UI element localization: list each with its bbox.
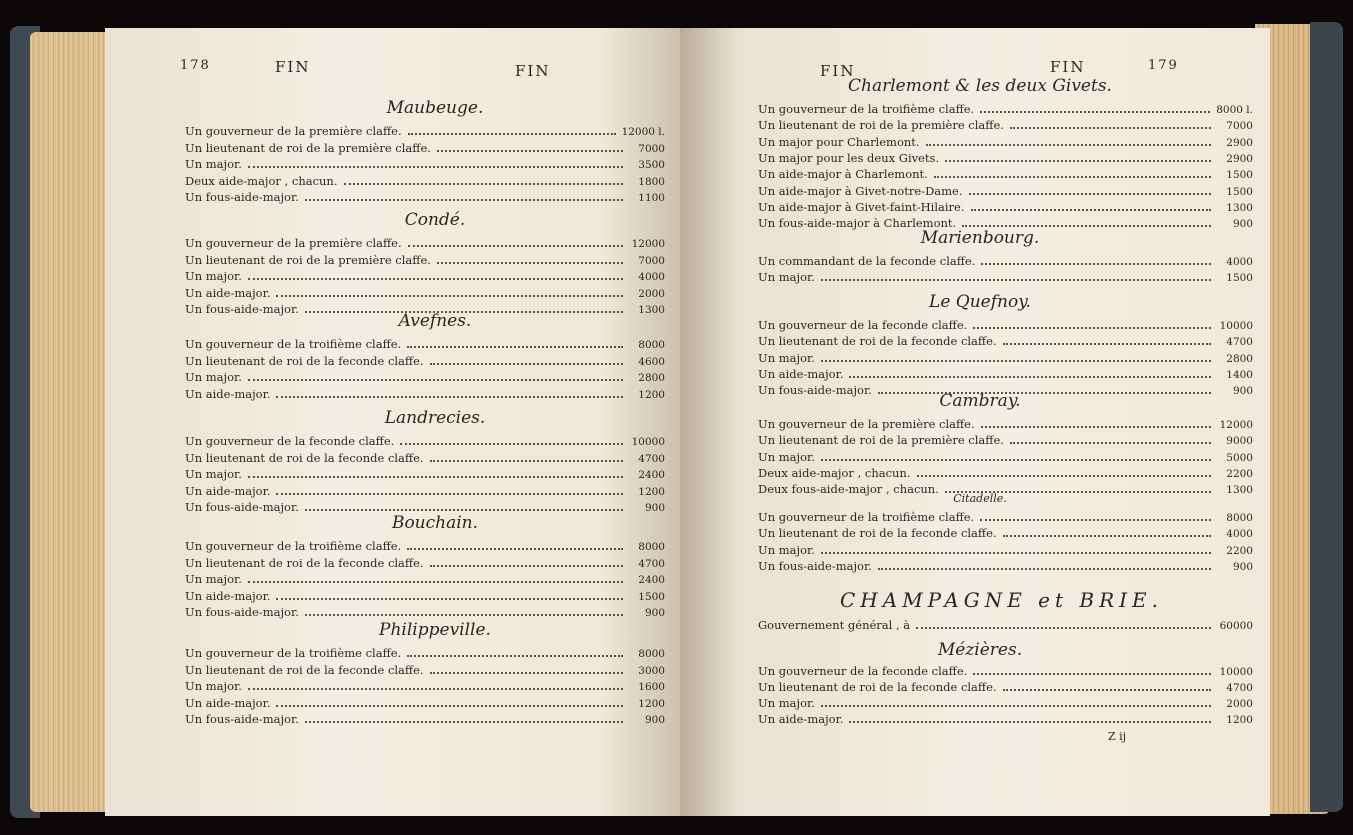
table-row	[758, 102, 1253, 116]
table-row	[185, 712, 665, 726]
dot-leader	[981, 426, 1211, 428]
dot-leader	[276, 493, 623, 495]
row-label: Un aide-major.	[185, 386, 271, 401]
table-row	[185, 467, 665, 481]
table-row	[758, 559, 1253, 573]
row-label: Gouvernement général , à	[758, 618, 911, 632]
table-row	[758, 167, 1253, 181]
section-heading: Condé.	[404, 210, 466, 230]
left-page-edges	[30, 32, 110, 812]
row-label: Un gouverneur de la première claffe.	[185, 124, 402, 138]
dot-leader	[305, 721, 623, 723]
section-heading: Charlemont & les deux Givets.	[848, 76, 1112, 96]
row-amount: 4000	[1226, 256, 1253, 268]
table-row	[185, 269, 665, 283]
row-label: Un major.	[758, 449, 815, 464]
table-row	[758, 664, 1253, 678]
dot-leader	[276, 705, 623, 707]
table-row	[758, 151, 1253, 165]
table-row	[758, 184, 1253, 198]
row-label: Un lieutenant de roi de la feconde claffe.	[185, 555, 424, 570]
table-row	[758, 433, 1253, 447]
dot-leader	[821, 360, 1211, 362]
table-row	[185, 434, 665, 448]
row-label: Un major.	[758, 542, 815, 557]
dot-leader	[305, 199, 623, 201]
section-heading: Marienbourg.	[920, 228, 1040, 248]
running-head-left: FIN	[275, 58, 311, 76]
dot-leader	[973, 673, 1211, 675]
row-label: Un gouverneur de la troifième claffe.	[758, 102, 975, 116]
row-label: Un aide-major à Givet-faint-Hilaire.	[758, 199, 965, 214]
row-label: Un aide-major.	[185, 483, 271, 498]
dot-leader	[980, 519, 1211, 521]
row-label: Un fous-aide-major.	[185, 500, 299, 514]
dot-leader	[821, 552, 1211, 554]
row-amount: 2200	[1226, 544, 1253, 557]
dot-leader	[945, 160, 1211, 162]
dot-leader	[878, 568, 1211, 570]
dot-leader	[821, 459, 1211, 461]
table-row	[185, 253, 665, 267]
row-label: Un lieutenant de roi de la feconde claffe.	[758, 526, 997, 541]
table-row	[185, 696, 665, 710]
dot-leader	[407, 346, 623, 348]
row-label: Un gouverneur de la feconde claffe.	[758, 318, 968, 332]
row-amount: 900	[1232, 385, 1253, 398]
row-label: Deux aide-major , chacun.	[758, 465, 911, 480]
dot-leader	[926, 144, 1211, 146]
table-row	[185, 370, 665, 384]
dot-leader	[407, 655, 623, 657]
row-label: Un gouverneur de la feconde claffe.	[185, 434, 395, 448]
running-head-left: FIN	[820, 62, 856, 80]
row-amount: 1500	[1226, 169, 1253, 182]
dot-leader	[407, 548, 623, 550]
row-amount: 2800	[1226, 352, 1253, 365]
table-row	[185, 354, 665, 368]
row-label: Un major.	[185, 679, 242, 693]
row-label: Un lieutenant de roi de la première claffe.	[185, 252, 431, 267]
dot-leader	[917, 475, 1212, 477]
table-row	[758, 618, 1253, 632]
row-label: Un fous-aide-major.	[185, 302, 299, 316]
table-row	[185, 539, 665, 553]
row-amount: 4700	[1226, 336, 1253, 349]
row-label: Un major.	[758, 350, 815, 365]
row-label: Un aide-major.	[758, 712, 844, 726]
dot-leader	[248, 166, 623, 168]
table-row	[758, 334, 1253, 348]
row-amount: 60000	[1219, 620, 1253, 632]
section-heading: Bouchain.	[391, 513, 479, 533]
row-label: Un commandant de la feconde claffe.	[758, 254, 976, 268]
table-row	[758, 526, 1253, 540]
row-label: Un major.	[185, 269, 242, 283]
row-amount: 9000	[1226, 435, 1253, 448]
dot-leader	[916, 627, 1211, 629]
section-heading: Maubeuge.	[386, 98, 484, 118]
left-page	[105, 28, 690, 816]
row-label: Un gouverneur de la troifième claffe.	[758, 510, 975, 524]
table-row	[758, 351, 1253, 365]
row-amount: 12000 l.	[621, 126, 665, 138]
table-row	[185, 589, 665, 603]
running-head-right: FIN	[515, 62, 551, 80]
table-row	[185, 572, 665, 586]
dot-leader	[934, 176, 1211, 178]
table-row	[758, 254, 1253, 268]
signature-mark: Z ij	[1108, 730, 1127, 743]
dot-leader	[430, 565, 623, 567]
dot-leader	[305, 614, 623, 616]
dot-leader	[821, 279, 1211, 281]
section-heading: Mézières.	[937, 640, 1023, 660]
dot-leader	[849, 376, 1211, 378]
table-row	[185, 484, 665, 498]
row-amount: 1300	[1226, 484, 1253, 497]
row-amount: 3500	[638, 159, 665, 171]
table-row	[185, 646, 665, 660]
row-label: Un major.	[185, 572, 242, 586]
row-label: Un lieutenant de roi de la première claffe.	[185, 140, 431, 155]
table-row	[185, 337, 665, 351]
table-row	[758, 367, 1253, 381]
dot-leader	[430, 672, 623, 674]
row-amount: 2400	[638, 574, 665, 586]
row-label: Un major pour Charlemont.	[758, 134, 920, 149]
table-row	[185, 387, 665, 401]
row-label: Un aide-major à Charlemont.	[758, 167, 928, 182]
dot-leader	[276, 295, 623, 297]
row-label: Un gouverneur de la première claffe.	[185, 236, 402, 250]
province-title: CHAMPAGNE et BRIE.	[840, 588, 1164, 612]
row-amount: 900	[644, 607, 665, 619]
row-label: Un aide-major à Givet-notre-Dame.	[758, 183, 963, 198]
row-label: Un major.	[758, 270, 815, 285]
table-row	[185, 141, 665, 155]
row-amount: 2800	[638, 372, 665, 384]
row-amount: 7000	[638, 142, 665, 155]
table-row	[758, 270, 1253, 284]
dot-leader	[408, 133, 616, 135]
dot-leader	[980, 111, 1210, 113]
row-label: Un lieutenant de roi de la feconde claffe.	[185, 662, 424, 677]
row-amount: 1200	[638, 485, 665, 498]
dot-leader	[1003, 535, 1211, 537]
row-amount: 900	[1232, 218, 1253, 231]
row-amount: 1400	[1226, 368, 1253, 381]
table-row	[185, 451, 665, 465]
row-label: Un major pour les deux Givets.	[758, 150, 940, 165]
dot-leader	[1010, 127, 1211, 129]
page-number: 179	[1148, 58, 1179, 73]
row-label: Un major.	[185, 370, 242, 384]
dot-leader	[248, 379, 623, 381]
section-heading: Le Quefnoy.	[929, 292, 1031, 312]
row-amount: 1200	[1226, 714, 1253, 726]
dot-leader	[248, 278, 623, 280]
dot-leader	[248, 476, 623, 478]
row-label: Un fous-aide-major.	[758, 558, 872, 573]
row-label: Un major.	[758, 696, 815, 710]
row-amount: 2000	[638, 287, 665, 300]
row-label: Un fous-aide-major.	[185, 190, 299, 204]
row-amount: 1200	[638, 388, 665, 401]
row-amount: 2400	[638, 469, 665, 481]
row-amount: 900	[644, 502, 665, 514]
table-row	[185, 174, 665, 188]
row-amount: 2000	[1226, 698, 1253, 710]
section-heading: Citadelle.	[953, 492, 1007, 505]
dot-leader	[1010, 442, 1211, 444]
table-row	[758, 466, 1253, 480]
row-amount: 4700	[638, 452, 665, 465]
row-amount: 7000	[1226, 120, 1253, 133]
row-label: Un lieutenant de roi de la feconde claffe.	[758, 680, 997, 694]
row-amount: 900	[1232, 560, 1253, 573]
row-amount: 1200	[638, 697, 665, 710]
row-label: Un aide-major.	[185, 588, 271, 603]
row-amount: 8000	[638, 541, 665, 553]
dot-leader	[962, 225, 1211, 227]
section-heading: Cambray.	[939, 391, 1021, 411]
table-row	[758, 118, 1253, 132]
dot-leader	[344, 183, 624, 185]
dot-leader	[981, 263, 1211, 265]
table-row	[185, 236, 665, 250]
row-amount: 2900	[1226, 136, 1253, 149]
row-amount: 4700	[638, 557, 665, 570]
row-amount: 4700	[1226, 682, 1253, 694]
table-row	[758, 200, 1253, 214]
dot-leader	[971, 209, 1211, 211]
table-row	[185, 190, 665, 204]
row-amount: 2200	[1226, 467, 1253, 480]
row-amount: 10000	[1219, 320, 1253, 332]
row-amount: 4000	[638, 271, 665, 283]
row-amount: 900	[644, 714, 665, 726]
table-row	[758, 712, 1253, 726]
dot-leader	[408, 245, 623, 247]
row-amount: 4000	[1226, 528, 1253, 541]
row-amount: 12000	[631, 238, 665, 250]
row-amount: 5000	[1226, 451, 1253, 464]
table-row	[185, 663, 665, 677]
dot-leader	[821, 705, 1211, 707]
table-row	[758, 318, 1253, 332]
row-label: Un aide-major.	[758, 366, 844, 381]
table-row	[758, 543, 1253, 557]
row-label: Un fous-aide-major à Charlemont.	[758, 216, 957, 231]
dot-leader	[248, 688, 623, 690]
dot-leader	[430, 460, 623, 462]
dot-leader	[276, 396, 623, 398]
table-row	[758, 680, 1253, 694]
right-page	[680, 28, 1270, 816]
row-label: Un gouverneur de la première claffe.	[758, 417, 975, 431]
row-label: Un lieutenant de roi de la feconde claffe.	[185, 450, 424, 465]
dot-leader	[1003, 343, 1211, 345]
table-row	[185, 500, 665, 514]
row-amount: 1600	[638, 681, 665, 693]
running-head-right: FIN	[1050, 58, 1086, 76]
page-number: 178	[180, 58, 211, 73]
table-row	[758, 135, 1253, 149]
dot-leader	[437, 262, 623, 264]
dot-leader	[849, 721, 1211, 723]
row-label: Un gouverneur de la troifième claffe.	[185, 337, 402, 351]
dot-leader	[973, 327, 1211, 329]
row-label: Un fous-aide-major.	[185, 605, 299, 619]
row-amount: 1500	[1226, 185, 1253, 198]
row-amount: 1300	[638, 304, 665, 316]
section-heading: Avefnes.	[398, 311, 472, 331]
dot-leader	[969, 193, 1211, 195]
row-label: Un aide-major.	[185, 695, 271, 710]
row-amount: 10000	[631, 436, 665, 448]
table-row	[758, 450, 1253, 464]
section-heading: Landrecies.	[384, 408, 486, 428]
table-row	[185, 124, 665, 138]
table-row	[185, 157, 665, 171]
table-row	[185, 679, 665, 693]
row-amount: 8000	[638, 339, 665, 351]
row-label: Un fous-aide-major.	[758, 383, 872, 398]
dot-leader	[276, 598, 623, 600]
table-row	[758, 417, 1253, 431]
row-label: Un lieutenant de roi de la feconde claffe.	[185, 353, 424, 368]
row-label: Deux aide-major , chacun.	[185, 173, 338, 188]
row-amount: 4600	[638, 355, 665, 368]
row-amount: 12000	[1219, 419, 1253, 431]
row-label: Un major.	[185, 157, 242, 171]
section-heading: Philippeville.	[379, 620, 491, 640]
dot-leader	[305, 509, 623, 511]
dot-leader	[437, 150, 623, 152]
table-row	[185, 556, 665, 570]
table-row	[758, 696, 1253, 710]
table-row	[185, 605, 665, 619]
row-amount: 1500	[638, 590, 665, 603]
row-label: Un gouverneur de la feconde claffe.	[758, 664, 968, 678]
dot-leader	[248, 581, 623, 583]
row-label: Un gouverneur de la troifième claffe.	[185, 539, 402, 553]
row-amount: 2900	[1226, 152, 1253, 165]
row-amount: 3000	[638, 664, 665, 677]
row-amount: 8000	[638, 648, 665, 660]
row-amount: 8000 l.	[1216, 104, 1253, 116]
table-row	[758, 510, 1253, 524]
row-amount: 1800	[638, 175, 665, 188]
row-label: Un lieutenant de roi de la première claffe.	[758, 433, 1004, 448]
row-label: Un lieutenant de roi de la première claffe.	[758, 118, 1004, 133]
row-amount: 7000	[638, 254, 665, 267]
row-amount: 1100	[638, 192, 665, 204]
row-amount: 10000	[1219, 666, 1253, 678]
row-label: Deux fous-aide-major , chacun.	[758, 482, 939, 497]
row-amount: 1500	[1226, 272, 1253, 285]
open-book	[10, 18, 1343, 818]
dot-leader	[430, 363, 623, 365]
row-amount: 8000	[1226, 512, 1253, 524]
row-label: Un aide-major.	[185, 285, 271, 300]
table-row	[185, 286, 665, 300]
row-amount: 1300	[1226, 201, 1253, 214]
right-cover	[1310, 22, 1343, 812]
row-label: Un major.	[185, 467, 242, 481]
dot-leader	[400, 443, 623, 445]
row-label: Un fous-aide-major.	[185, 712, 299, 726]
dot-leader	[1003, 689, 1211, 691]
row-label: Un lieutenant de roi de la feconde claffe.	[758, 334, 997, 349]
row-label: Un gouverneur de la troifième claffe.	[185, 646, 402, 660]
